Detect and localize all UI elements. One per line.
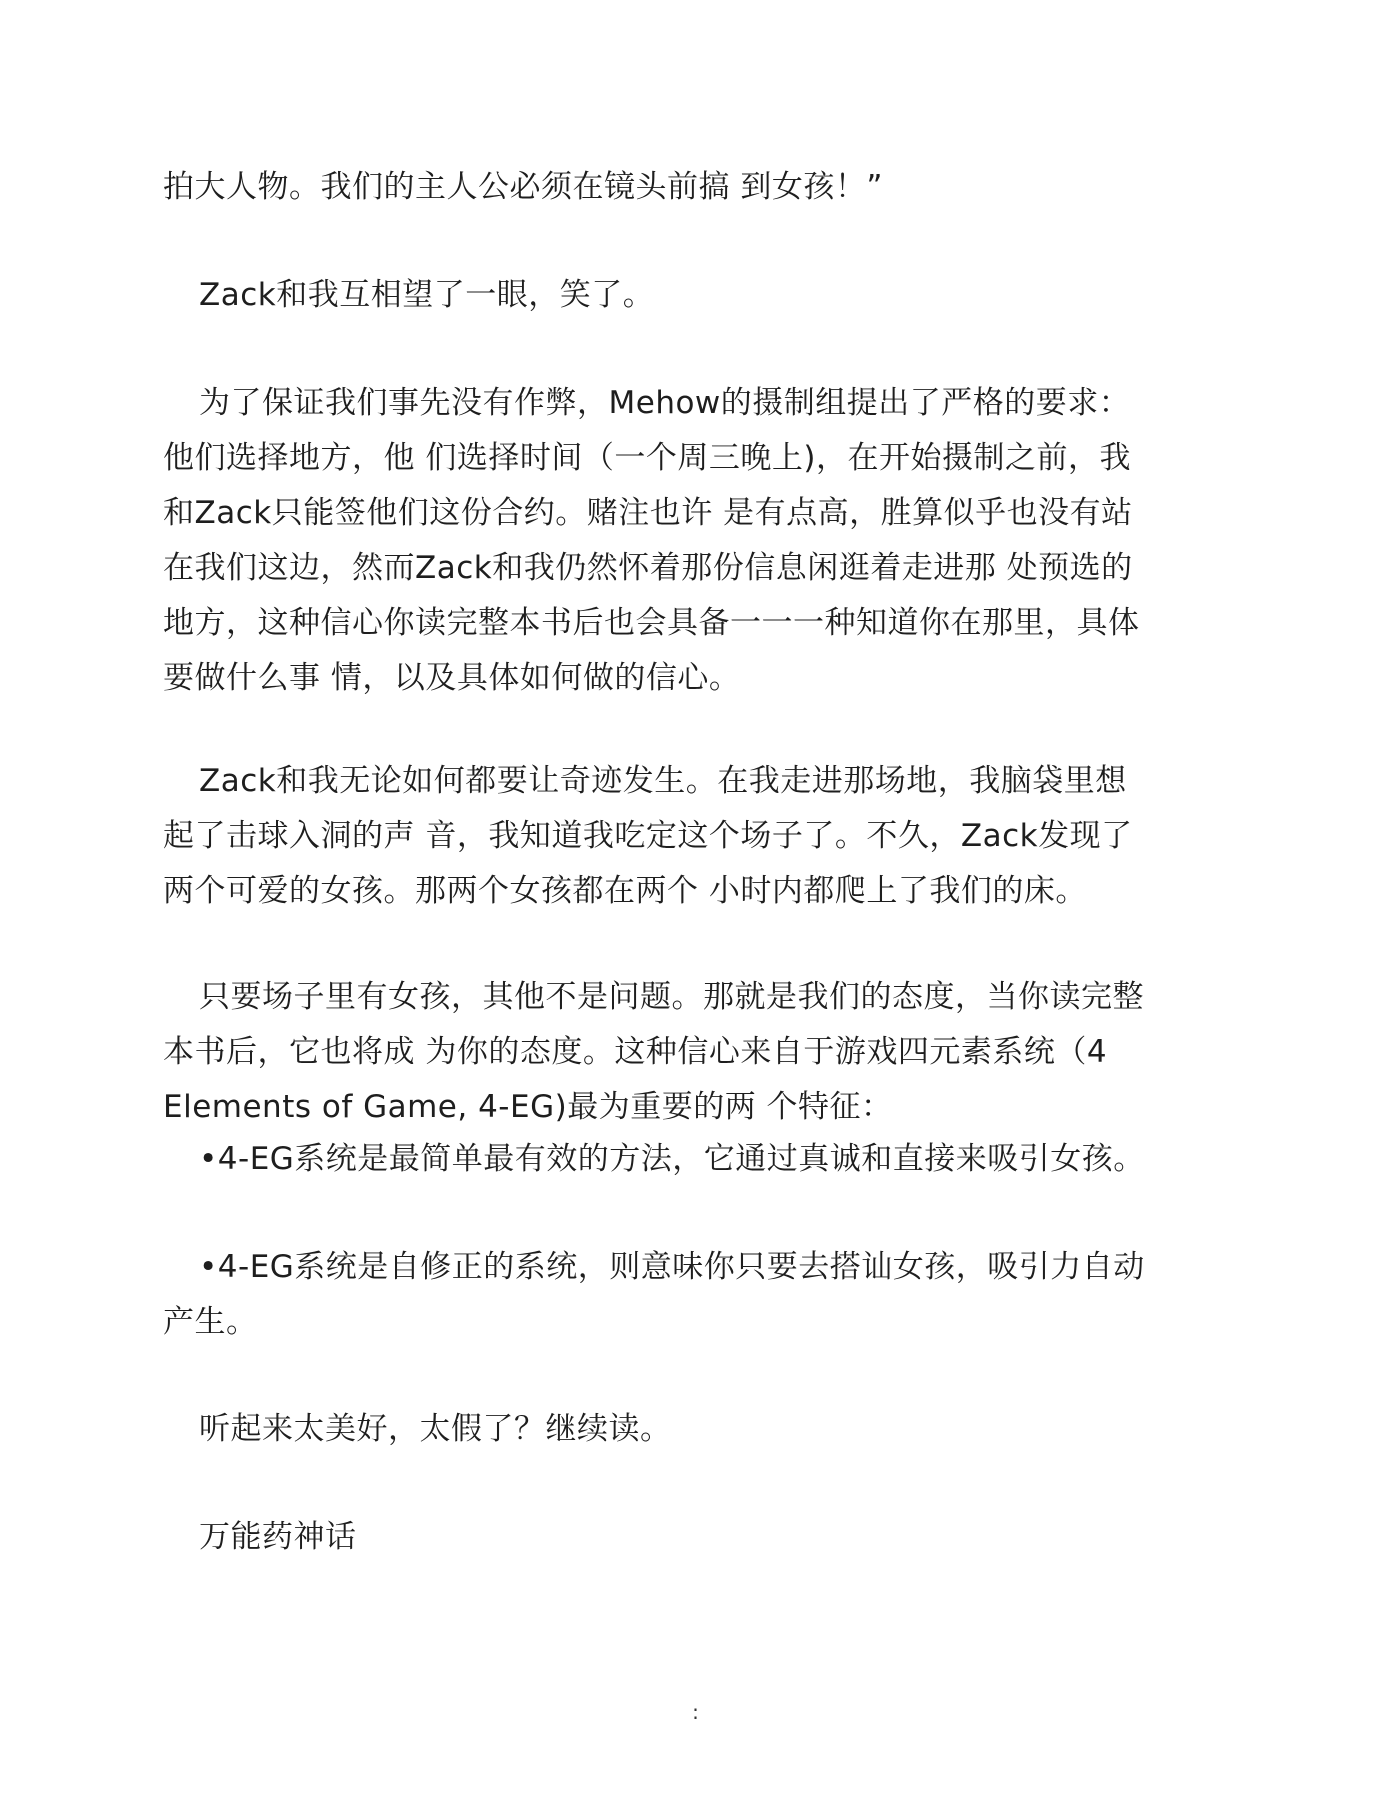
text-line: 为了保证我们事先没有作弊，Mehow的摄制组提出了严格的要求：	[199, 385, 1131, 421]
page-footer-mark: :	[692, 1700, 699, 1724]
text-line: Elements of Game, 4-EG)最为重要的两 个特征：	[163, 1089, 893, 1125]
section-heading	[163, 1510, 1223, 1565]
text-line: 听起来太美好，太假了？继续读。	[199, 1411, 672, 1447]
text-line: 产生。	[163, 1304, 258, 1340]
text-line: Zack和我互相望了一眼，笑了。	[199, 277, 655, 313]
bullet-item-1	[163, 1132, 1223, 1187]
paragraph-1	[163, 160, 1223, 215]
paragraph-2	[163, 268, 1223, 323]
text-line: 和Zack只能签他们这份合约。赌注也许 是有点高，胜算似乎也没有站	[163, 495, 1133, 531]
text-line: 只要场子里有女孩，其他不是问题。那就是我们的态度，当你读完整	[199, 979, 1144, 1015]
text-line: 起了击球入洞的声 音，我知道我吃定这个场子了。不久，Zack发现了	[163, 818, 1133, 854]
text-line: 拍大人物。我们的主人公必须在镜头前搞 到女孩！”	[163, 169, 883, 205]
paragraph-4	[163, 754, 1223, 919]
paragraph-5	[163, 970, 1223, 1135]
text-line: •4-EG系统是自修正的系统，则意味你只要去搭讪女孩，吸引力自动	[199, 1249, 1145, 1285]
paragraph-8	[163, 1402, 1223, 1457]
text-line: 本书后，它也将成 为你的态度。这种信心来自于游戏四元素系统（4	[163, 1034, 1108, 1070]
paragraph-3	[163, 376, 1223, 706]
bullet-item-2	[163, 1240, 1223, 1350]
text-line: 万能药神话	[199, 1519, 357, 1555]
text-line: •4-EG系统是最简单最有效的方法，它通过真诚和直接来吸引女孩。	[199, 1141, 1145, 1177]
text-line: 在我们这边，然而Zack和我仍然怀着那份信息闲逛着走进那 处预选的	[163, 550, 1133, 586]
text-line: Zack和我无论如何都要让奇迹发生。在我走进那场地，我脑袋里想	[199, 763, 1127, 799]
text-line: 要做什么事 情，以及具体如何做的信心。	[163, 660, 741, 696]
text-line: 地方，这种信心你读完整本书后也会具备一一一种知道你在那里，具体	[163, 605, 1140, 641]
text-line: 两个可爱的女孩。那两个女孩都在两个 小时内都爬上了我们的床。	[163, 873, 1087, 909]
text-line: 他们选择地方，他 们选择时间（一个周三晚上)，在开始摄制之前，我	[163, 440, 1131, 476]
